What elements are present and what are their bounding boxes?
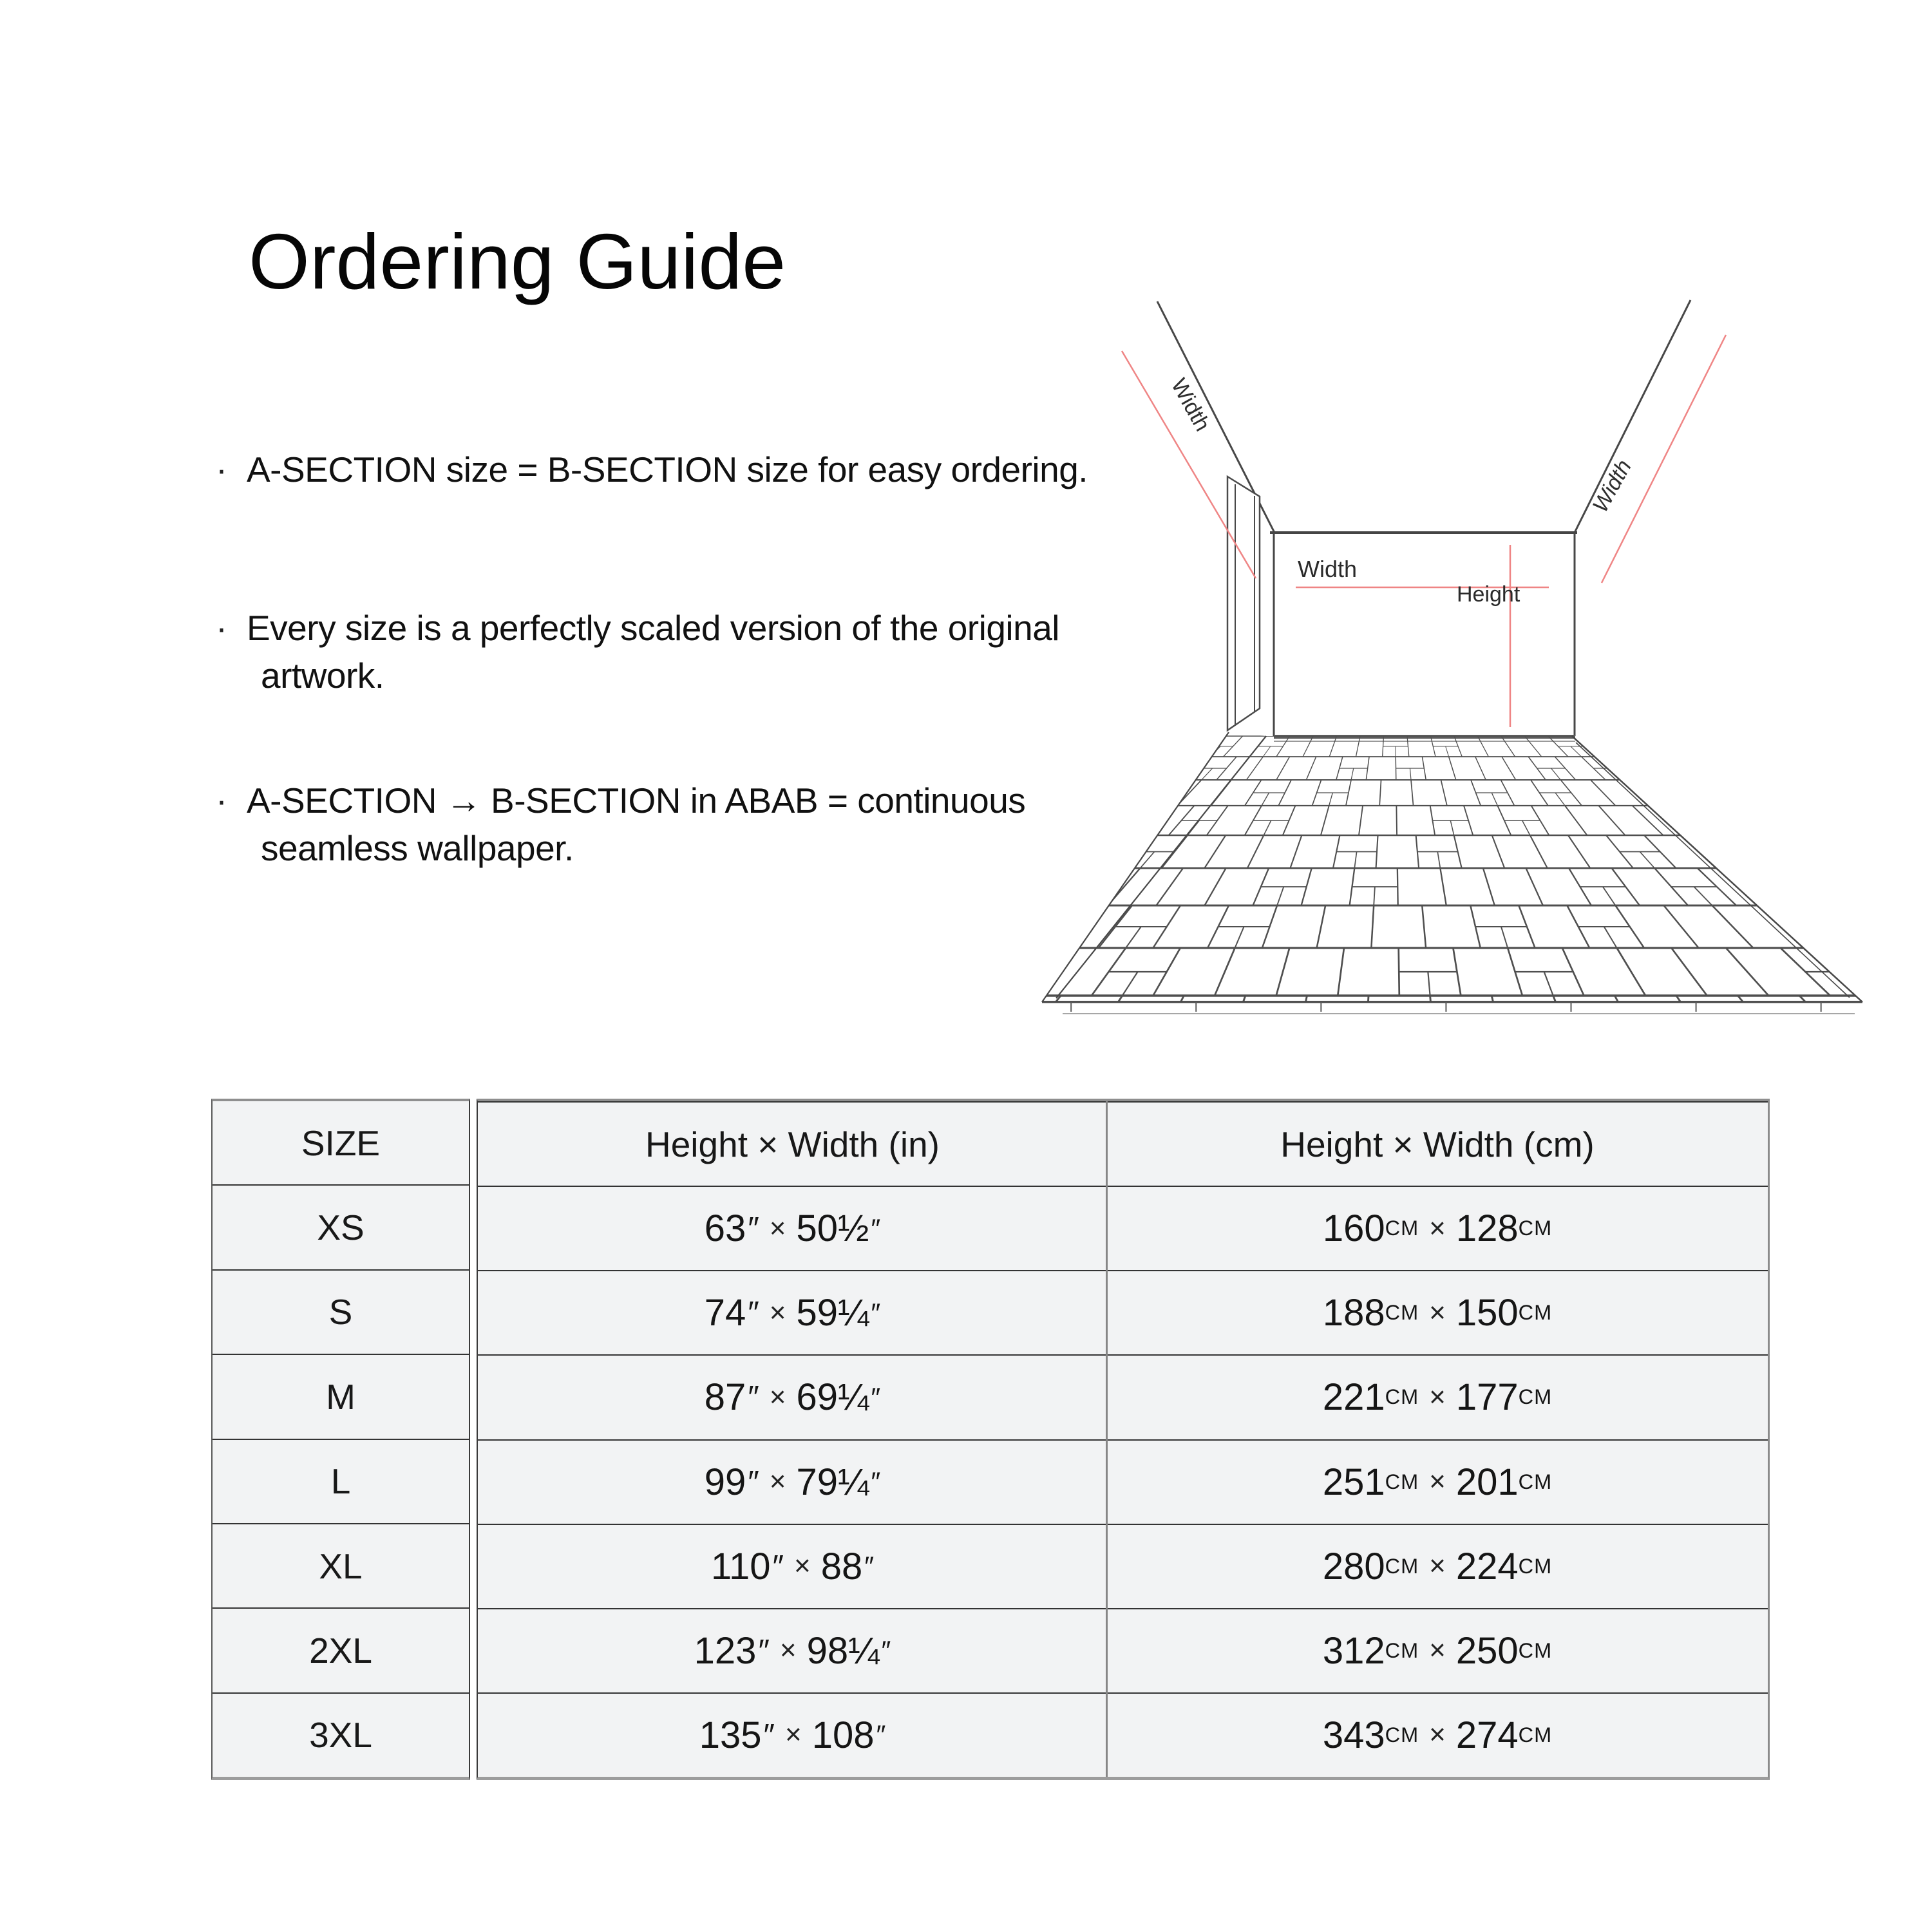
inch-mark: ″ xyxy=(871,1213,881,1244)
size-label: L xyxy=(330,1461,351,1502)
cm-value xyxy=(1107,1187,1768,1270)
height-cm: 160 xyxy=(1322,1208,1385,1250)
size-label: M xyxy=(326,1376,355,1417)
header-label: Height × Width (cm) xyxy=(1280,1124,1595,1164)
height-cm: 343 xyxy=(1322,1714,1385,1756)
inch-mark: ″ xyxy=(881,1635,891,1666)
table-row xyxy=(213,1607,469,1692)
room-diagram xyxy=(1024,270,1900,1050)
inches-value xyxy=(478,1356,1107,1439)
size-column-header: SIZE xyxy=(301,1122,381,1163)
cm-unit: CM xyxy=(1385,1217,1419,1240)
table-header-row xyxy=(478,1101,1768,1186)
bullet-item xyxy=(216,604,1059,699)
cm-unit: CM xyxy=(1385,1470,1419,1493)
width-cm: 128 xyxy=(1455,1208,1519,1250)
width-cm: 250 xyxy=(1455,1629,1519,1672)
multiply-sign: × xyxy=(1429,1550,1446,1582)
multiply-sign: × xyxy=(793,1550,811,1582)
table-row xyxy=(213,1184,469,1269)
bullet-marker: · xyxy=(216,450,227,489)
measurements-table xyxy=(477,1099,1770,1780)
width-inches: 59¼ xyxy=(796,1292,869,1334)
table-row xyxy=(213,1692,469,1777)
inch-mark: ″ xyxy=(758,1633,770,1669)
size-label: 3XL xyxy=(309,1715,372,1756)
width-inches: 79¼ xyxy=(796,1461,869,1503)
bullet-item xyxy=(216,777,1025,872)
bullet-marker: · xyxy=(216,609,227,647)
width-inches: 98¼ xyxy=(806,1629,880,1672)
multiply-sign: × xyxy=(779,1634,797,1667)
header-label: Height × Width (in) xyxy=(645,1124,940,1164)
height-inches: 135 xyxy=(699,1714,762,1756)
width-inches: 69¼ xyxy=(796,1376,869,1419)
floor-front-ticks xyxy=(1071,1002,1821,1012)
height-cm: 188 xyxy=(1322,1292,1385,1334)
multiply-sign: × xyxy=(1429,1466,1446,1498)
width-inches: 108 xyxy=(811,1714,875,1756)
cm-unit: CM xyxy=(1518,1723,1553,1747)
measurement-lines xyxy=(1122,335,1726,727)
multiply-sign: × xyxy=(769,1212,786,1244)
width-label-back: Width xyxy=(1298,556,1358,582)
size-label: XS xyxy=(317,1208,365,1248)
width-cm: 274 xyxy=(1455,1714,1519,1756)
bullet-item xyxy=(216,446,1088,493)
bullet-text-line: seamless wallpaper. xyxy=(261,828,574,868)
table-row xyxy=(478,1439,1768,1524)
floor-tiles xyxy=(1024,736,1900,1002)
inch-mark: ″ xyxy=(748,1464,759,1500)
table-row xyxy=(478,1692,1768,1777)
multiply-sign: × xyxy=(1429,1381,1446,1413)
size-label: S xyxy=(328,1292,353,1332)
multiply-sign: × xyxy=(1429,1634,1446,1667)
column-divider xyxy=(1106,1101,1108,1777)
width-cm: 150 xyxy=(1455,1292,1519,1334)
height-inches: 123 xyxy=(694,1629,757,1672)
cm-unit: CM xyxy=(1518,1470,1553,1493)
multiply-sign: × xyxy=(1429,1719,1446,1751)
inch-mark: ″ xyxy=(876,1719,886,1750)
multiply-sign: × xyxy=(1429,1212,1446,1244)
inches-value xyxy=(478,1441,1107,1524)
width-cm: 201 xyxy=(1455,1461,1519,1503)
inches-column-header xyxy=(478,1103,1107,1186)
height-inches: 110 xyxy=(711,1545,771,1587)
cm-unit: CM xyxy=(1518,1385,1553,1409)
height-label: Height xyxy=(1457,582,1520,607)
cm-unit: CM xyxy=(1385,1638,1419,1662)
table-row xyxy=(213,1354,469,1438)
height-cm: 312 xyxy=(1322,1629,1385,1672)
inch-mark: ″ xyxy=(748,1211,759,1247)
inches-value xyxy=(478,1525,1107,1608)
table-row xyxy=(213,1523,469,1607)
inch-mark: ″ xyxy=(864,1551,874,1582)
table-row xyxy=(213,1439,469,1523)
inch-mark: ″ xyxy=(748,1295,759,1331)
table-row xyxy=(478,1354,1768,1439)
multiply-sign: × xyxy=(1429,1296,1446,1329)
multiply-sign: × xyxy=(769,1381,786,1413)
cm-value xyxy=(1107,1609,1768,1692)
bullet-text-line: A-SECTION → B-SECTION in ABAB = continuous xyxy=(247,781,1026,820)
cm-value xyxy=(1107,1271,1768,1354)
page-title: Ordering Guide xyxy=(249,218,786,305)
inches-value xyxy=(478,1694,1107,1777)
table-row xyxy=(478,1270,1768,1354)
inch-mark: ″ xyxy=(871,1381,881,1412)
inch-mark: ″ xyxy=(871,1466,881,1497)
inch-mark: ″ xyxy=(748,1379,759,1416)
multiply-sign: × xyxy=(769,1466,786,1498)
height-inches: 99 xyxy=(704,1461,746,1503)
inch-mark: ″ xyxy=(871,1297,881,1328)
inch-mark: ″ xyxy=(763,1717,775,1753)
cm-unit: CM xyxy=(1518,1301,1553,1325)
cm-unit: CM xyxy=(1385,1385,1419,1409)
cm-unit: CM xyxy=(1518,1554,1553,1578)
height-cm: 280 xyxy=(1322,1545,1385,1587)
width-cm: 177 xyxy=(1455,1376,1519,1419)
cm-value xyxy=(1107,1694,1768,1777)
multiply-sign: × xyxy=(769,1296,786,1329)
table-header-row xyxy=(213,1101,469,1184)
table-row xyxy=(213,1269,469,1354)
size-label: XL xyxy=(319,1546,363,1586)
multiply-sign: × xyxy=(784,1719,802,1751)
width-cm: 224 xyxy=(1455,1545,1519,1587)
size-column-table xyxy=(211,1099,470,1780)
table-row xyxy=(478,1524,1768,1608)
width-inches: 88 xyxy=(820,1545,863,1587)
width-inches: 50½ xyxy=(796,1208,869,1250)
cm-value xyxy=(1107,1525,1768,1608)
cm-value xyxy=(1107,1441,1768,1524)
cm-unit: CM xyxy=(1385,1723,1419,1747)
bullet-marker: · xyxy=(216,781,227,820)
cm-value xyxy=(1107,1356,1768,1439)
width-label-left: Width xyxy=(1166,374,1215,435)
inches-value xyxy=(478,1187,1107,1270)
inches-value xyxy=(478,1271,1107,1354)
size-label: 2XL xyxy=(309,1630,372,1671)
cm-unit: CM xyxy=(1518,1638,1553,1662)
table-row xyxy=(478,1186,1768,1270)
cm-unit: CM xyxy=(1385,1554,1419,1578)
height-inches: 87 xyxy=(704,1376,746,1419)
cm-column-header xyxy=(1107,1103,1768,1186)
height-inches: 63 xyxy=(704,1208,746,1250)
bullet-text-line: Every size is a perfectly scaled version of the original xyxy=(247,608,1060,648)
cm-unit: CM xyxy=(1385,1301,1419,1325)
cm-unit: CM xyxy=(1518,1217,1553,1240)
bullet-text-line: A-SECTION size = B-SECTION size for easy ordering. xyxy=(247,450,1088,489)
bullet-text-line: artwork. xyxy=(261,656,384,696)
height-cm: 221 xyxy=(1322,1376,1385,1419)
door xyxy=(1227,477,1260,730)
inches-value xyxy=(478,1609,1107,1692)
width-label-right: Width xyxy=(1587,455,1636,516)
table-row xyxy=(478,1608,1768,1692)
height-cm: 251 xyxy=(1322,1461,1385,1503)
inch-mark: ″ xyxy=(772,1548,784,1584)
height-inches: 74 xyxy=(704,1292,746,1334)
